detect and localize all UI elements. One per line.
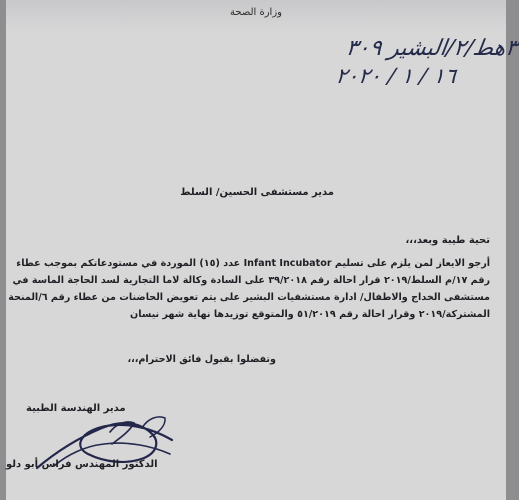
closing-line: وتفضلوا بقبول فائق الاحترام،،،: [127, 354, 276, 365]
body-line-1: أرجو الايعاز لمن يلزم على تسليم Infant Incubator عدد (١٥) الموردة في مستودعاتكم بموجب عطاء: [16, 258, 490, 269]
letter-page: [6, 0, 519, 500]
body-line-3: مستشفى الخداج والاطفال/ ادارة مستشفيات البشير على يتم تعويض الحاضنات من عطاء رقم ٦/المنحة: [8, 292, 490, 303]
greeting-line: تحية طيبة وبعد،،،: [405, 235, 490, 246]
signatory-name: الدكتور المهندس فراس أبو دلو: [6, 459, 158, 470]
handwritten-date: ١٦ / ١ / ٢٠٢٠: [334, 64, 458, 88]
handwritten-reference: ٣هط/٢/البشير ٣٠٩: [344, 36, 519, 61]
body-line-2: رقم ١٧/م السلط/٢٠١٩ قرار احالة رقم ٣٩/٢٠١٨ على السادة وكالة لاما التجارية لسد الحاجة الماسة في: [12, 275, 490, 286]
body-line-4: المشتركة/٢٠١٩ وقرار احالة رقم ٥١/٢٠١٩ والمتوقع توزيدها نهاية شهر نيسان: [130, 309, 490, 320]
recipient-line: مدير مستشفى الحسين/ السلط: [180, 187, 334, 198]
signatory-title: مدير الهندسة الطبية: [26, 403, 126, 414]
letterhead-ministry: وزارة الصحة: [230, 7, 282, 18]
